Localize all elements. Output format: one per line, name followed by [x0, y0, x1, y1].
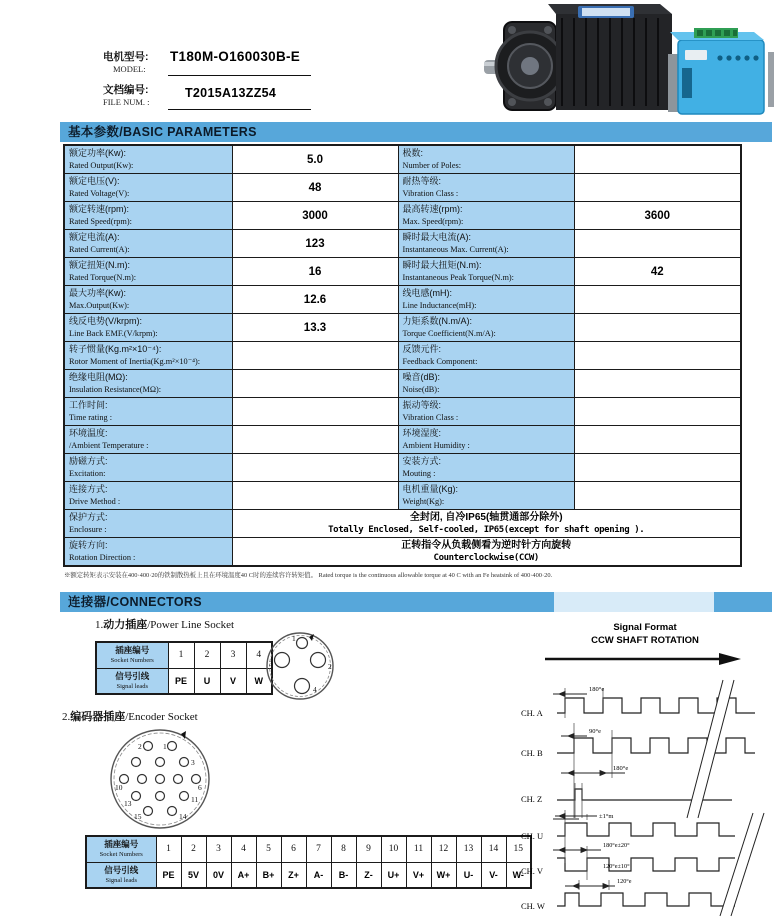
power-socket-title-num: 1. — [95, 619, 104, 631]
model-label-cn: 电机型号: — [103, 51, 149, 63]
power-socket-title-en: /Power Line Socket — [147, 619, 235, 631]
signal-lead-cell: U — [194, 668, 220, 694]
table-row — [64, 482, 741, 510]
signal-lead-row — [96, 668, 272, 694]
channel-z-label: CH. Z — [521, 794, 543, 804]
file-label-en: FILE NUM. : — [103, 97, 150, 107]
param-value — [574, 314, 741, 342]
signal-leads-header: 信号引线 Signal leads — [96, 668, 168, 694]
param-label: 额定功率(Kw): Rated Output(Kw): — [64, 145, 232, 174]
param-value — [574, 398, 741, 426]
param-label: 环境温度: /Ambient Temperature : — [64, 426, 232, 454]
param-label: 额定扭矩(N.m): Rated Torque(N.m): — [64, 258, 232, 286]
connectors-bar-gap — [554, 592, 714, 612]
file-label-cn: 文档编号: — [103, 84, 149, 96]
param-label: 瞬时最大电流(A): Instantaneous Max. Current(A): — [398, 230, 574, 258]
param-value — [232, 454, 398, 482]
socket-number-cell: 1 — [156, 836, 181, 862]
socket-number-cell: 4 — [246, 642, 272, 668]
param-value — [574, 145, 741, 174]
socket-number-cell: 15 — [506, 836, 531, 862]
section-connectors-label: 连接器/CONNECTORS — [68, 595, 202, 609]
model-label-en: MODEL: — [113, 64, 146, 74]
param-value — [574, 370, 741, 398]
socket-number-row — [96, 642, 272, 668]
signal-format-diagram — [515, 618, 777, 918]
param-label: 励磁方式: Excitation: — [64, 454, 232, 482]
socket-number-cell: 10 — [381, 836, 406, 862]
param-value: 12.6 — [232, 286, 398, 314]
pin-hole — [180, 758, 189, 767]
waveform-break-top — [687, 680, 734, 818]
table-row — [64, 174, 741, 202]
dimension-arrows — [553, 692, 625, 889]
param-label: 电机重量(Kg): Weight(Kg): — [398, 482, 574, 510]
socket-number-cell: 7 — [306, 836, 331, 862]
param-label: 保护方式: Enclosure : — [64, 510, 232, 538]
table-row — [64, 202, 741, 230]
waveform-break-bottom — [720, 813, 764, 916]
socket-number-cell: 9 — [356, 836, 381, 862]
param-value — [232, 398, 398, 426]
table-row — [64, 398, 741, 426]
table-row — [64, 258, 741, 286]
table-row — [64, 426, 741, 454]
model-underline — [168, 56, 311, 76]
param-value — [232, 370, 398, 398]
param-label: 线反电势(V/krpm): Line Back EMF.(V/krpm): — [64, 314, 232, 342]
pin-number-label: 1 — [163, 742, 167, 751]
signal-lead-cell: V- — [481, 862, 506, 888]
param-value: 16 — [232, 258, 398, 286]
pin-hole — [144, 742, 153, 751]
section-connectors — [60, 592, 772, 612]
param-label: 旋转方向: Rotation Direction : — [64, 538, 232, 567]
param-value — [574, 426, 741, 454]
param-label: 额定电流(A): Rated Current(A): — [64, 230, 232, 258]
param-value — [574, 286, 741, 314]
pin-hole — [311, 653, 326, 668]
pin-number-label: 15 — [134, 812, 142, 821]
power-socket-title-cn: 动力插座 — [103, 619, 148, 631]
signal-lead-cell: B- — [331, 862, 356, 888]
dim-z-1m: ±1°m — [599, 813, 614, 820]
socket-numbers-header: 插座编号 Socket Numbers — [96, 642, 168, 668]
param-label: 线电感(mH): Line Inductance(mH): — [398, 286, 574, 314]
socket-number-cell: 5 — [256, 836, 281, 862]
pin-hole — [174, 775, 183, 784]
signal-lead-cell: W — [246, 668, 272, 694]
ccw-rotation-title: CCW SHAFT ROTATION — [591, 635, 699, 646]
pin-number-label: 3 — [191, 758, 195, 767]
table-row — [64, 370, 741, 398]
pin-hole — [295, 679, 310, 694]
rotation-direction-arrow — [545, 653, 741, 665]
param-label: 连接方式: Drive Method : — [64, 482, 232, 510]
param-value: 3000 — [232, 202, 398, 230]
pin-number-label: 6 — [198, 783, 202, 792]
signal-lead-cell: Z- — [356, 862, 381, 888]
param-label: 额定转速(rpm): Rated Speed(rpm): — [64, 202, 232, 230]
signal-lead-row — [86, 862, 531, 888]
pin-hole — [156, 775, 165, 784]
encoder-socket-title-cn: 编码器插座 — [70, 711, 126, 723]
table-row-merged — [64, 538, 741, 567]
dim-w-120e: 120°e — [617, 878, 632, 885]
param-label: 绝缘电阻(MΩ): Insulation Resistance(MΩ): — [64, 370, 232, 398]
param-label: 最大功率(Kw): Max.Output(Kw): — [64, 286, 232, 314]
param-label: 转子惯量(Kg.m²×10⁻⁴): Rotor Moment of Inertia(Kg.m²×10⁻⁴): — [64, 342, 232, 370]
channel-u-label: CH. U — [521, 831, 544, 841]
dim-uv-120e10: 120°e±10° — [603, 863, 630, 870]
pin-number-label: 2 — [328, 662, 332, 671]
socket-number-cell: 1 — [168, 642, 194, 668]
basic-parameters-table — [63, 144, 742, 567]
socket-number-cell: 3 — [206, 836, 231, 862]
socket-number-cell: 4 — [231, 836, 256, 862]
signal-lead-cell: 5V — [181, 862, 206, 888]
pin-number-label: 10 — [115, 783, 123, 792]
power-socket-title — [95, 616, 234, 632]
param-value: 42 — [574, 258, 741, 286]
power-socket-table — [95, 641, 273, 695]
param-value — [232, 342, 398, 370]
param-label: 额定电压(V): Rated Voltage(V): — [64, 174, 232, 202]
pin-number-label: 2 — [138, 742, 142, 751]
table-row — [64, 454, 741, 482]
param-value — [232, 482, 398, 510]
pin-number-label: 1 — [292, 634, 296, 643]
channel-b-label: CH. B — [521, 748, 543, 758]
controller-box — [668, 28, 774, 114]
signal-lead-cell: Z+ — [281, 862, 306, 888]
socket-number-cell: 8 — [331, 836, 356, 862]
signal-lead-cell: PE — [156, 862, 181, 888]
signal-lead-cell: A+ — [231, 862, 256, 888]
table-row — [64, 314, 741, 342]
param-value: 3600 — [574, 202, 741, 230]
pin-hole — [180, 792, 189, 801]
pin-number-label: 13 — [124, 799, 132, 808]
param-value — [574, 454, 741, 482]
table-row — [64, 145, 741, 174]
model-value: T180M-O160030B-E — [170, 49, 301, 64]
pin-number-label: 3 — [269, 659, 273, 668]
socket-number-cell: 12 — [431, 836, 456, 862]
pin-hole — [168, 807, 177, 816]
table-row — [64, 342, 741, 370]
param-value — [574, 482, 741, 510]
signal-lead-cell: V+ — [406, 862, 431, 888]
param-label: 安装方式: Mouting : — [398, 454, 574, 482]
param-label: 环境湿度: Ambient Humidity : — [398, 426, 574, 454]
signal-leads-header: 信号引线 Signal leads — [86, 862, 156, 888]
file-num-value: T2015A13ZZ54 — [185, 86, 277, 100]
pin-hole — [156, 758, 165, 767]
socket-number-cell: 13 — [456, 836, 481, 862]
channel-a-label: CH. A — [521, 708, 543, 718]
channel-v-label: CH. V — [521, 866, 544, 876]
encoder-socket-pin-diagram — [108, 722, 212, 834]
socket-number-cell: 14 — [481, 836, 506, 862]
dim-b-180e: 180°e — [613, 765, 629, 772]
param-label: 极数: Number of Poles: — [398, 145, 574, 174]
pin-hole — [297, 638, 308, 649]
dim-a-180e: 180°e — [589, 686, 605, 693]
signal-lead-cell: W- — [506, 862, 531, 888]
table-row — [64, 230, 741, 258]
param-label: 力矩系数(N.m/A): Torque Coefficient(N.m/A): — [398, 314, 574, 342]
param-label: 噪音(dB): Noise(dB): — [398, 370, 574, 398]
pin-hole — [156, 792, 165, 801]
pin-number-label: 4 — [313, 685, 317, 694]
signal-format-title: Signal Format — [613, 622, 677, 633]
param-value — [232, 426, 398, 454]
param-label: 最高转速(rpm): Max. Speed(rpm): — [398, 202, 574, 230]
param-label: 工作时间: Time rating : — [64, 398, 232, 426]
param-value-merged: 全封闭, 自冷IP65(轴贯通部分除外) Totally Enclosed, Self-cooled, IP65(except for shaft opening ). — [232, 510, 741, 538]
socket-number-cell: 3 — [220, 642, 246, 668]
param-value: 123 — [232, 230, 398, 258]
motor-product-image — [482, 2, 774, 118]
pin-number-label: 11 — [191, 795, 199, 804]
signal-lead-cell: A- — [306, 862, 331, 888]
param-label: 振动等级: Vibration Class : — [398, 398, 574, 426]
table-row-merged — [64, 510, 741, 538]
pin-hole — [168, 742, 177, 751]
pin-hole — [275, 653, 290, 668]
param-value-merged: 正转指令从负载侧看为逆时针方向旋转 Counterclockwise(CCW) — [232, 538, 741, 567]
pin-hole — [144, 807, 153, 816]
encoder-socket-title-num: 2. — [62, 711, 71, 723]
channel-w-label: CH. W — [521, 901, 545, 911]
param-label: 瞬时最大扭矩(N.m): Instantaneous Peak Torque(N.m): — [398, 258, 574, 286]
signal-lead-cell: U- — [456, 862, 481, 888]
signal-lead-cell: V — [220, 668, 246, 694]
signal-lead-cell: PE — [168, 668, 194, 694]
pin-number-label: 14 — [179, 812, 187, 821]
pin-hole — [132, 792, 141, 801]
file-num-underline — [168, 90, 311, 110]
param-value — [574, 342, 741, 370]
power-socket-pin-diagram — [262, 626, 338, 706]
socket-number-cell: 11 — [406, 836, 431, 862]
rated-torque-footnote: ※额定转矩表示安装在400·400·20的铁制散热板上且在环境温度40 C时的连续容许转矩值。 Rated torque is the continuous allowable torque at 40 C with an Fe heatsink of 400·400·20. — [64, 572, 553, 579]
param-label: 耐热等级: Vibration Class : — [398, 174, 574, 202]
dim-u-180e20: 180°e±20° — [603, 842, 630, 849]
param-value: 13.3 — [232, 314, 398, 342]
pin-hole — [132, 758, 141, 767]
signal-lead-cell: B+ — [256, 862, 281, 888]
socket-number-cell: 2 — [194, 642, 220, 668]
param-value — [574, 230, 741, 258]
socket-number-cell: 6 — [281, 836, 306, 862]
param-value — [574, 174, 741, 202]
param-value: 5.0 — [232, 145, 398, 174]
param-value: 48 — [232, 174, 398, 202]
section-basic-parameters: 基本参数/BASIC PARAMETERS — [60, 122, 772, 142]
encoder-socket-table — [85, 835, 532, 889]
dim-ab-90e: 90°e — [589, 728, 601, 735]
dimension-lines — [565, 688, 612, 890]
param-label: 反馈元件: Feedback Component: — [398, 342, 574, 370]
signal-lead-cell: U+ — [381, 862, 406, 888]
encoder-socket-title-en: /Encoder Socket — [125, 711, 198, 723]
pin-hole — [138, 775, 147, 784]
signal-lead-cell: W+ — [431, 862, 456, 888]
socket-number-cell: 2 — [181, 836, 206, 862]
table-row — [64, 286, 741, 314]
socket-numbers-header: 插座编号 Socket Numbers — [86, 836, 156, 862]
socket-number-row — [86, 836, 531, 862]
signal-lead-cell: 0V — [206, 862, 231, 888]
